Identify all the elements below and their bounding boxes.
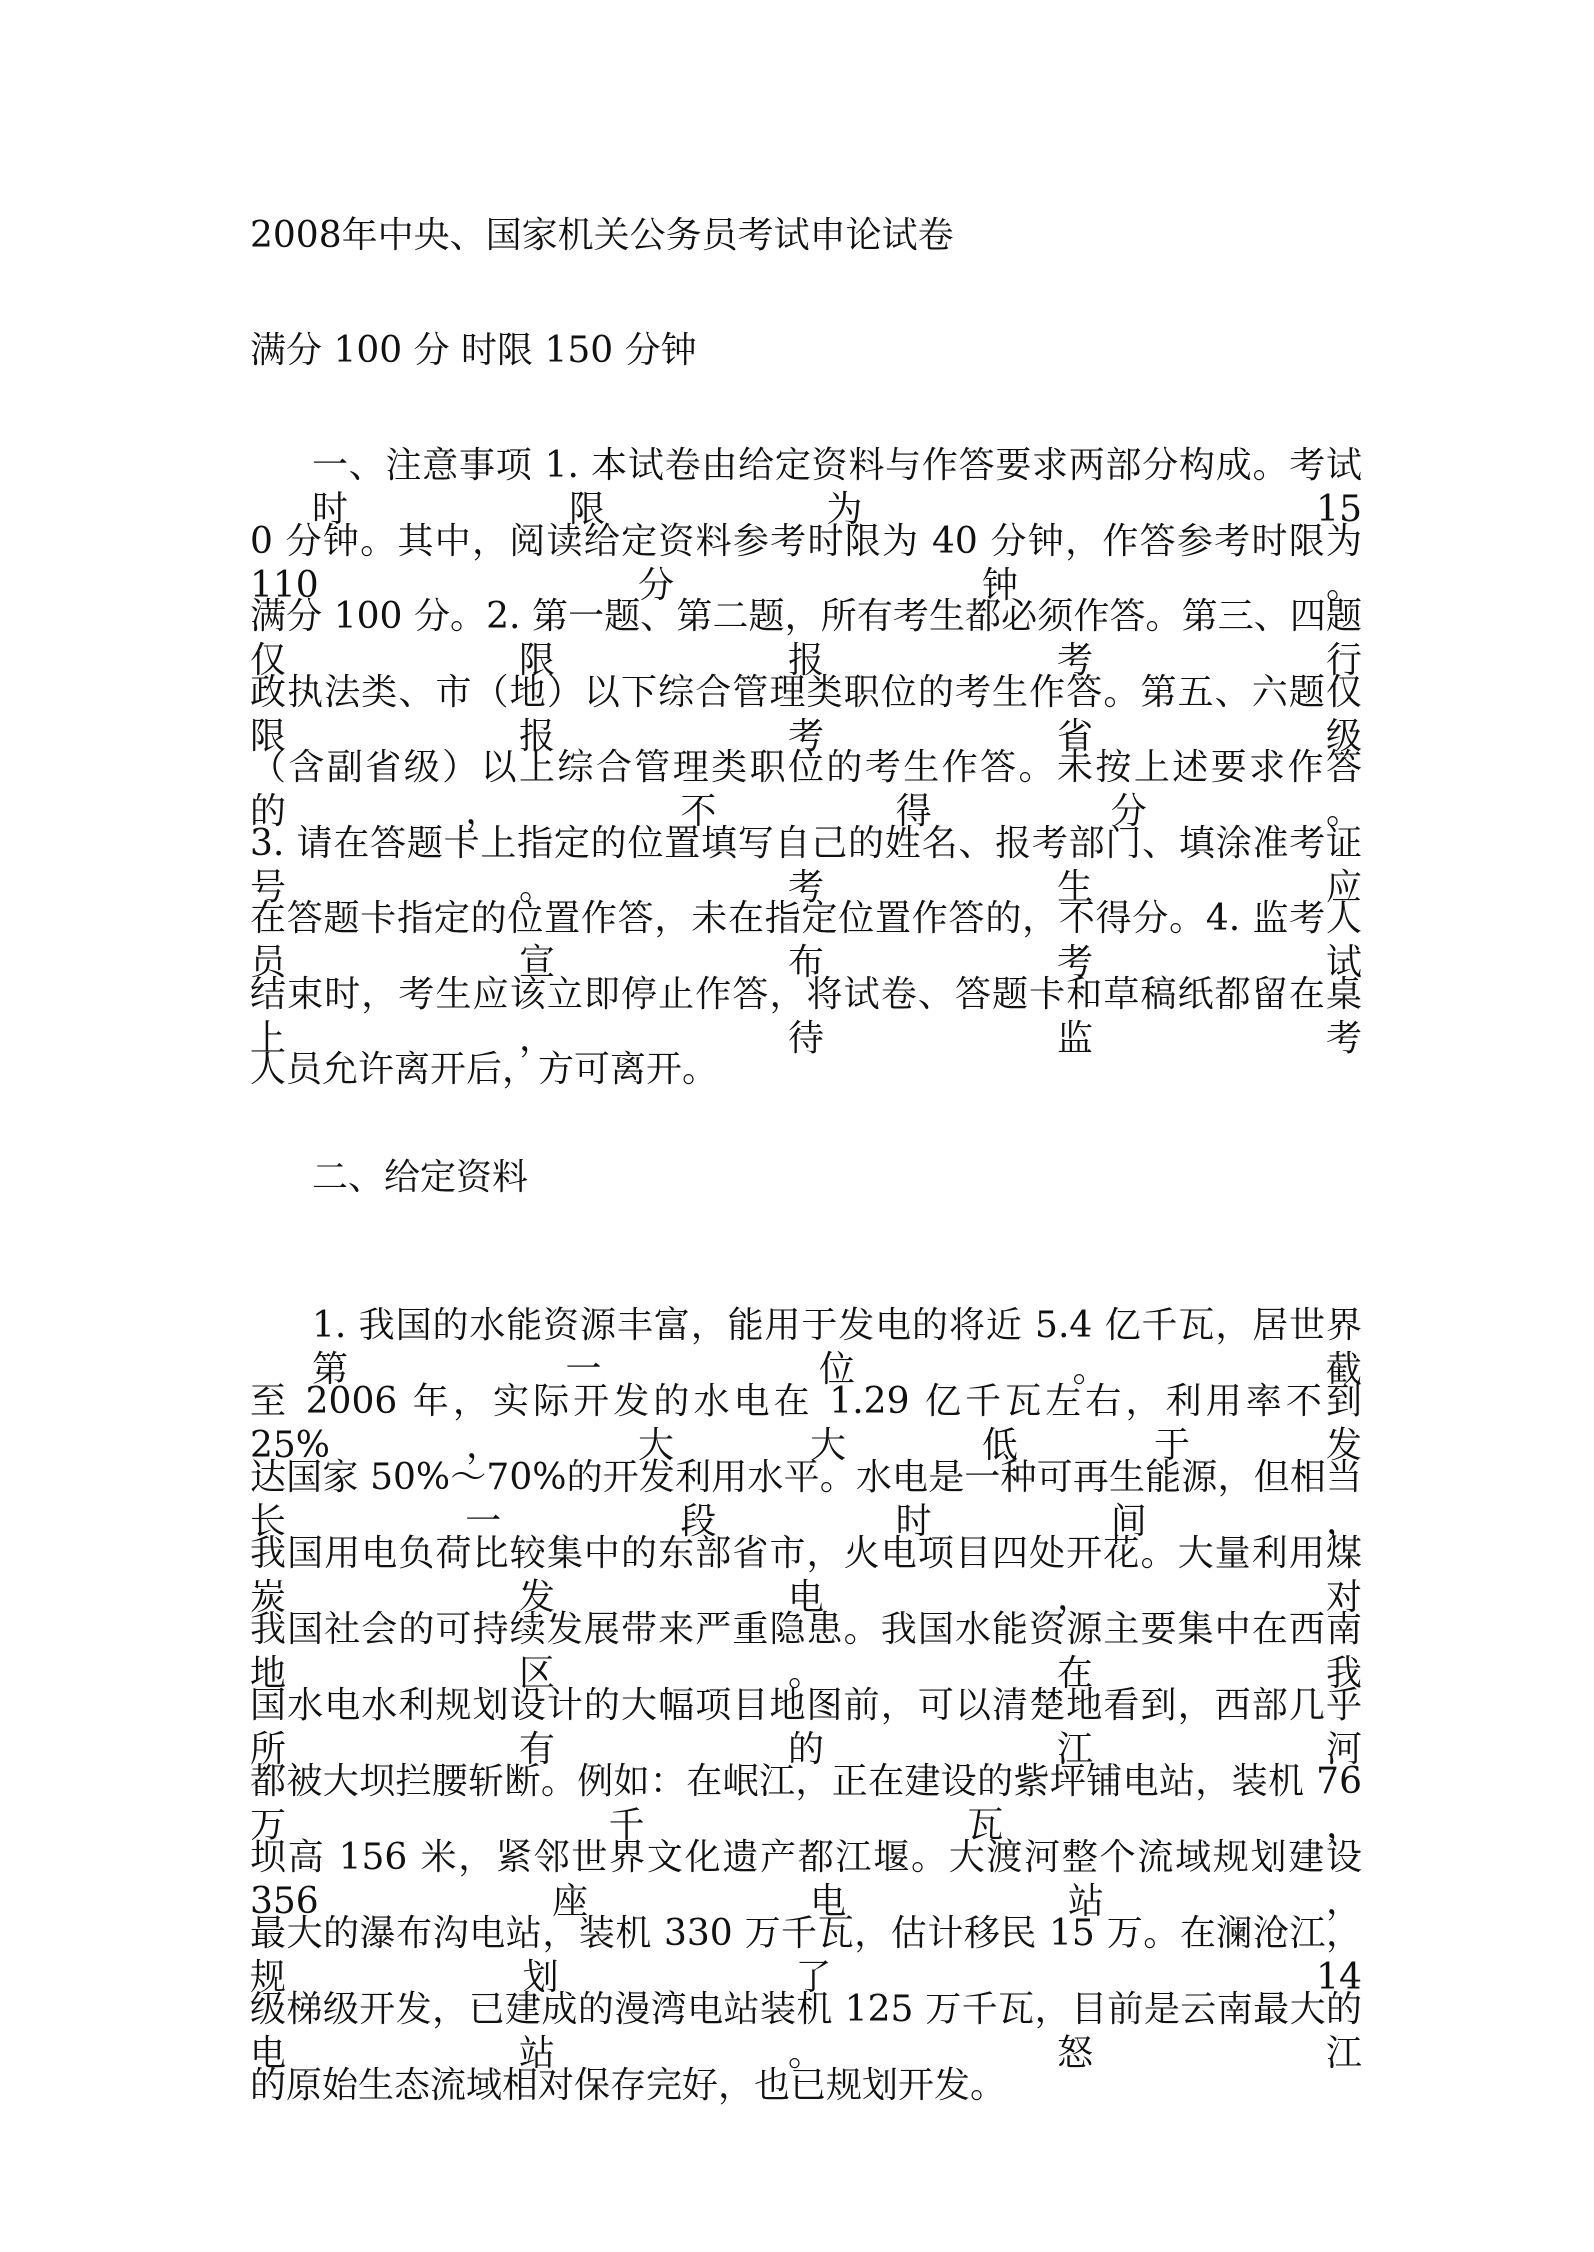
text-line: 3. 请在答题卡上指定的位置填写自己的姓名、报考部门、填涂准考证号。考生应 xyxy=(250,823,1362,908)
text-line: 都被大坝拦腰斩断。例如：在岷江，正在建设的紫坪铺电站，装机 76 万千瓦， xyxy=(250,1761,1362,1846)
text-line: 我国社会的可持续发展带来严重隐患。我国水能资源主要集中在西南地区。在我 xyxy=(250,1609,1362,1694)
text-line: 级梯级开发，已建成的漫湾电站装机 125 万千瓦，目前是云南最大的电站。怒江 xyxy=(250,1989,1362,2074)
text-line: 一、注意事项 1. 本试卷由给定资料与作答要求两部分构成。考试时限为 15 xyxy=(312,445,1362,530)
text-line: 至 2006 年，实际开发的水电在 1.29 亿千瓦左右，利用率不到 25%，大大低于发 xyxy=(250,1381,1362,1466)
text-line: 0 分钟。其中，阅读给定资料参考时限为 40 分钟，作答参考时限为 110 分钟。 xyxy=(250,521,1362,606)
text-line: 结束时，考生应该立即停止作答，将试卷、答题卡和草稿纸都留在桌上，待监考 xyxy=(250,974,1362,1059)
text-line: 1. 我国的水能资源丰富，能用于发电的将近 5.4 亿千瓦，居世界第一位。截 xyxy=(312,1305,1362,1390)
text-line: 达国家 50%～70%的开发利用水平。水电是一种可再生能源，但相当长一段时间， xyxy=(250,1457,1362,1542)
document-subtitle: 满分 100 分 时限 150 分钟 xyxy=(250,330,697,371)
text-line: 在答题卡指定的位置作答，未在指定位置作答的，不得分。4. 监考人员宣布考试 xyxy=(250,898,1362,983)
text-line: 最大的瀑布沟电站，装机 330 万千瓦，估计移民 15 万。在澜沧江，规划了 14 xyxy=(250,1913,1362,1998)
text-line: 的原始生态流域相对保存完好，也已规划开发。 xyxy=(250,2065,1007,2106)
text-line: 政执法类、市（地）以下综合管理类职位的考生作答。第五、六题仅限报考省级 xyxy=(250,672,1362,757)
text-line: （含副省级）以上综合管理类职位的考生作答。未按上述要求作答的，不得分。 xyxy=(250,747,1362,832)
text-line: 坝高 156 米，紧邻世界文化遗产都江堰。大渡河整个流域规划建设 356 座电站， xyxy=(250,1837,1362,1922)
text-line: 国水电水利规划设计的大幅项目地图前，可以清楚地看到，西部几乎所有的江河 xyxy=(250,1685,1362,1770)
text-line: 我国用电负荷比较集中的东部省市，火电项目四处开花。大量利用煤炭发电，对 xyxy=(250,1533,1362,1618)
text-line: 人员允许离开后，方可离开。 xyxy=(250,1049,719,1090)
text-line: 满分 100 分。2. 第一题、第二题，所有考生都必须作答。第三、四题仅限报考行 xyxy=(250,596,1362,681)
document-title: 2008年中央、国家机关公务员考试申论试卷 xyxy=(250,215,954,256)
section-heading: 二、给定资料 xyxy=(312,1157,529,1198)
